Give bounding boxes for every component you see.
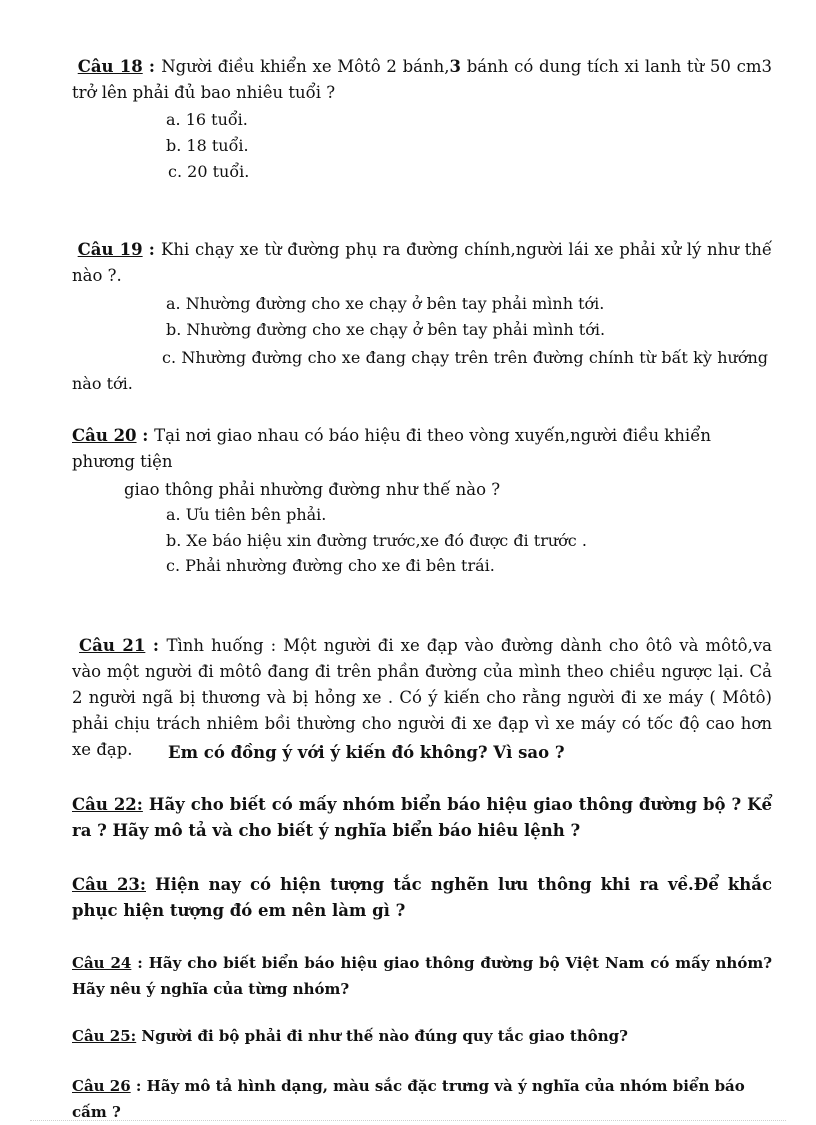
question-22 bbox=[72, 792, 772, 844]
question-19-option-b: b. Nhường đường cho xe chạy ở bên tay phải mình tới. bbox=[166, 320, 606, 339]
page-bottom-divider bbox=[30, 1120, 786, 1121]
question-25 bbox=[72, 1023, 772, 1049]
question-23-text: Hiện nay có hiện tượng tắc nghẽn lưu thông khi ra về.Để khắc phục hiện tượng đó em nên làm gì ? bbox=[72, 875, 772, 920]
question-20-option-a: a. Ưu tiên bên phải. bbox=[166, 505, 327, 524]
question-18 bbox=[72, 54, 772, 106]
question-21-sep: : bbox=[145, 636, 167, 655]
question-24 bbox=[72, 950, 772, 1002]
question-23-label: Câu 23: bbox=[72, 875, 146, 894]
question-18-text-b: bánh có dung tích xi lanh từ 50 cm3 trở lên phải đủ bao nhiêu tuổi ? bbox=[72, 57, 772, 102]
question-26 bbox=[72, 1073, 772, 1125]
question-19-text: Khi chạy xe từ đường phụ ra đường chính,người lái xe phải xử lý như thế nào ?. bbox=[72, 240, 772, 285]
question-18-option-b: b. 18 tuổi. bbox=[166, 136, 249, 155]
question-21-question: Em có đồng ý với ý kiến đó không? Vì sao ? bbox=[168, 743, 565, 762]
question-19 bbox=[72, 237, 772, 289]
question-20 bbox=[72, 423, 772, 475]
question-20-text: Tại nơi giao nhau có báo hiệu đi theo vòng xuyến,người điều khiển phương tiện bbox=[72, 426, 711, 471]
question-21-label: Câu 21 bbox=[79, 636, 146, 655]
question-22-label: Câu 22: bbox=[72, 795, 143, 814]
question-20-sep: : bbox=[136, 426, 155, 445]
question-19-option-a: a. Nhường đường cho xe chạy ở bên tay phải mình tới. bbox=[166, 294, 605, 313]
question-18-label: Câu 18 bbox=[77, 57, 143, 76]
question-24-label: Câu 24 bbox=[72, 954, 132, 972]
question-19-label: Câu 19 bbox=[77, 240, 143, 259]
question-19-option-c bbox=[72, 345, 768, 397]
question-25-text: Người đi bộ phải đi như thế nào đúng quy tắc giao thông? bbox=[136, 1027, 628, 1045]
question-25-label: Câu 25: bbox=[72, 1027, 137, 1045]
question-20-label: Câu 20 bbox=[72, 426, 137, 445]
question-26-text: : Hãy mô tả hình dạng, màu sắc đặc trưng và ý nghĩa của nhóm biển báo cấm ? bbox=[72, 1077, 745, 1121]
question-18-option-a: a. 16 tuổi. bbox=[166, 110, 248, 129]
question-20-text-cont: giao thông phải nhường đường như thế nào ? bbox=[124, 480, 501, 499]
question-20-option-c: c. Phải nhường đường cho xe đi bên trái. bbox=[166, 556, 495, 575]
question-20-option-b: b. Xe báo hiệu xin đường trước,xe đó được đi trước . bbox=[166, 531, 587, 550]
question-18-text-bold: 3 bbox=[449, 57, 461, 76]
question-19-sep: : bbox=[142, 240, 162, 259]
question-23 bbox=[72, 872, 772, 924]
question-18-option-c: c. 20 tuổi. bbox=[168, 162, 250, 181]
question-26-label: Câu 26 bbox=[72, 1077, 131, 1095]
question-18-sep: : bbox=[142, 57, 162, 76]
question-24-text: : Hãy cho biết biển báo hiệu giao thông đường bộ Việt Nam có mấy nhóm? Hãy nêu ý nghĩa của từng nhóm? bbox=[72, 954, 772, 998]
question-19-option-c-text: c. Nhường đường cho xe đang chạy trên trên đường chính từ bất kỳ hướng nào tới. bbox=[72, 348, 768, 393]
question-18-text-a: Người điều khiển xe Môtô 2 bánh, bbox=[161, 57, 450, 76]
question-22-text: Hãy cho biết có mấy nhóm biển báo hiệu giao thông đường bộ ? Kể ra ? Hãy mô tả và cho biết ý nghĩa biển báo hiêu lệnh ? bbox=[72, 795, 772, 840]
question-21-text: Tình huống : Một người đi xe đạp vào đường dành cho ôtô và môtô,va vào một người đi môtô đang đi trên phần đường của mình theo chiều ngược lại. Cả 2 người ngã bị thương và bị hỏng xe . Có ý kiến cho rằng người đi xe máy ( Môtô) phải chịu trách nhiêm bồi thường cho người đi xe đạp vì xe máy có tốc độ cao hơn xe đạp. bbox=[72, 636, 772, 759]
